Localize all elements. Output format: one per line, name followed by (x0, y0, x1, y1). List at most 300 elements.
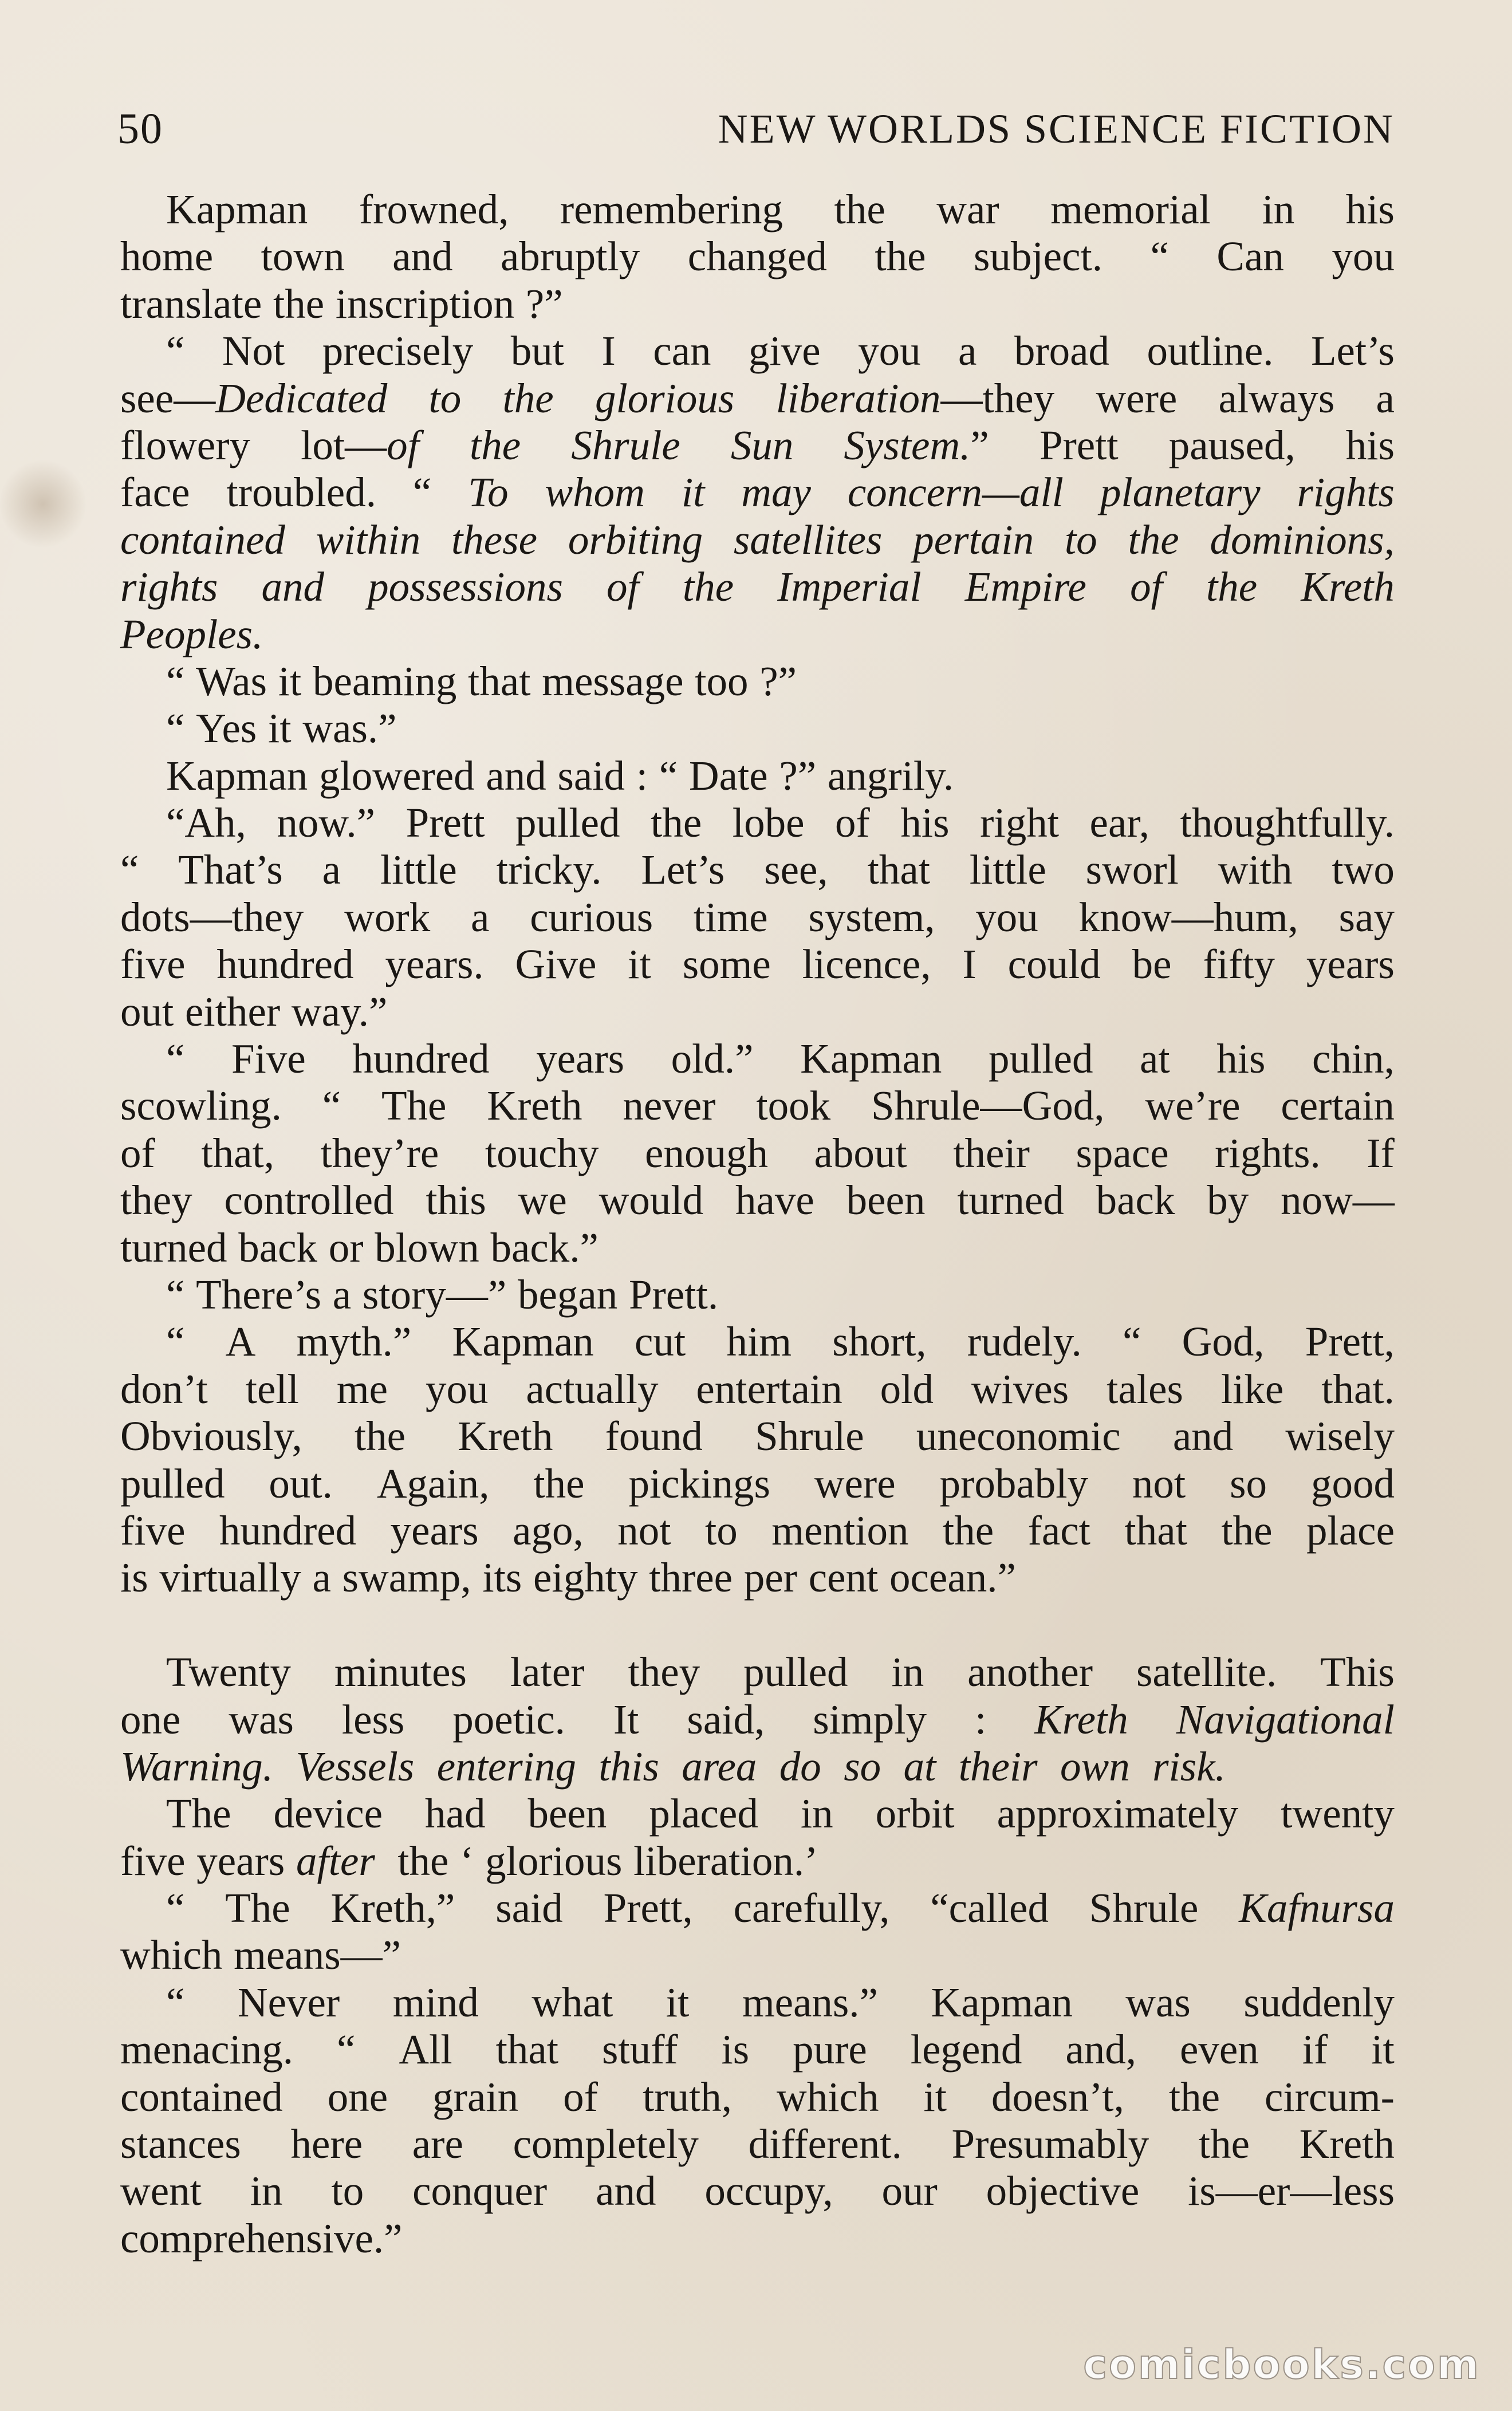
text-run: later (510, 1649, 585, 1696)
text-run: poetic. (452, 1696, 565, 1743)
text-run: the (1198, 2121, 1250, 2168)
text-run: see, (764, 846, 828, 893)
text-run: mind (392, 1979, 479, 2026)
word (331, 1885, 455, 1932)
text-run: would (598, 1177, 704, 1224)
italic-text: to (1064, 516, 1097, 563)
text-run: the (875, 233, 926, 280)
text-line (120, 1507, 1395, 1554)
word (628, 1460, 770, 1507)
word (301, 422, 419, 469)
text-run: not (617, 1507, 671, 1554)
italic-text: concern—all (847, 469, 1064, 516)
word (629, 1271, 718, 1318)
text-run: twenty (1281, 1790, 1395, 1837)
italic-text: Sun (730, 421, 794, 468)
text-line (120, 1318, 1395, 1365)
word (363, 1271, 506, 1318)
text-line (120, 1885, 1395, 1932)
word (120, 422, 250, 469)
text-line (120, 1366, 1395, 1413)
text-run: five (120, 1507, 186, 1554)
word (261, 233, 345, 280)
word (571, 422, 680, 469)
text-run: if (1302, 2026, 1328, 2073)
word (721, 2026, 749, 2073)
italic-text: the (1206, 564, 1258, 610)
text-run: The (166, 1790, 231, 1837)
word (530, 894, 653, 941)
word (1132, 941, 1172, 988)
word (777, 2074, 879, 2121)
text-run: a (312, 1554, 331, 1601)
page-number: 50 (117, 104, 163, 153)
word (682, 1743, 768, 1790)
word (666, 1979, 690, 2026)
text-run: stances (120, 2121, 241, 2168)
word (1086, 846, 1179, 893)
text-run: Prett (405, 799, 485, 846)
text-run: Was (196, 657, 267, 704)
word (958, 328, 976, 375)
italic-text: it (681, 469, 705, 516)
text-run: one (327, 2073, 388, 2120)
text-run: touchy (485, 1129, 599, 1176)
word (120, 2215, 403, 2262)
text-run: troubled. (226, 469, 376, 516)
text-run: contained (120, 2073, 283, 2120)
text-run: This (1320, 1649, 1395, 1696)
text-run: turned (957, 1177, 1064, 1224)
text-run: “ (166, 705, 185, 752)
text-run: curious (530, 893, 653, 940)
text-run: place (1306, 1507, 1395, 1554)
italic-text: To (468, 469, 509, 516)
text-run: Kreth,” (330, 1885, 455, 1932)
word (120, 846, 139, 893)
text-run: his (900, 799, 950, 846)
word (490, 1224, 598, 1271)
text-run: sworl (1085, 846, 1179, 893)
text-run: two (1332, 846, 1395, 893)
text-run: Prett (1039, 421, 1119, 468)
text-run: certain (1281, 1082, 1395, 1129)
text-line (120, 2215, 1395, 2262)
text-line (120, 753, 1395, 799)
text-run: in (1262, 186, 1295, 233)
text-run: had (425, 1790, 486, 1837)
word (645, 1130, 768, 1177)
word (1089, 1885, 1199, 1932)
text-run: town (261, 233, 345, 280)
word (316, 517, 421, 564)
word (1216, 1035, 1265, 1082)
text-run: a (332, 1271, 352, 1318)
text-run: a (958, 328, 977, 375)
text-run: “ (166, 1979, 185, 2026)
text-run: Yes (196, 705, 257, 752)
text-run: turned (120, 1224, 227, 1271)
text-run: outline. (1147, 328, 1274, 375)
word (671, 1035, 754, 1082)
word (166, 1790, 231, 1837)
italic-text: rights (1297, 469, 1395, 516)
text-run: so (1230, 1460, 1267, 1507)
word (216, 941, 353, 988)
italic-text: area (682, 1743, 757, 1790)
text-run: God, (1182, 1318, 1265, 1365)
text-run: Shrule—God, (871, 1082, 1105, 1129)
text-run: out (120, 988, 174, 1035)
text-run: pulled (743, 1649, 848, 1696)
text-line (120, 1413, 1395, 1460)
word (1028, 1507, 1090, 1554)
text-run: comprehensive.” (120, 2215, 403, 2262)
text-run: Give (515, 941, 597, 988)
text-run: pulled (988, 1035, 1093, 1082)
italic-text: and (261, 564, 325, 610)
word (196, 1838, 285, 1885)
text-line (120, 894, 1395, 941)
text-run: hundred (219, 1507, 357, 1554)
word (166, 1885, 184, 1932)
text-run: home (120, 233, 214, 280)
text-run: went (120, 2168, 202, 2215)
text-run: you (425, 1365, 489, 1412)
word (1065, 2026, 1136, 2073)
word (166, 705, 184, 752)
word (451, 517, 537, 564)
text-run: at (1140, 1035, 1170, 1082)
word (226, 1318, 256, 1365)
word (1297, 469, 1395, 516)
word (497, 846, 602, 893)
italic-text: own (1060, 1743, 1130, 1790)
text-line (120, 941, 1395, 988)
word (120, 1838, 186, 1885)
word (1203, 941, 1275, 988)
text-run: Prett, (1305, 1318, 1395, 1365)
word (986, 2168, 1140, 2215)
word (1305, 1318, 1395, 1365)
word (1096, 375, 1177, 422)
italic-text: may (741, 469, 811, 516)
text-run: ear, (1089, 799, 1149, 846)
text-run: not (1132, 1460, 1186, 1507)
text-line (120, 2168, 1395, 2215)
word (734, 1885, 890, 1932)
word (749, 328, 821, 375)
text-run: another (967, 1649, 1093, 1696)
word (1230, 1460, 1267, 1507)
text-run: even (1179, 2026, 1259, 2073)
word (741, 469, 811, 516)
text-run: conquer (412, 2168, 548, 2215)
text-run: and (486, 752, 546, 799)
text-run: hundred (216, 941, 354, 988)
word (120, 1507, 186, 1554)
text-run: was.” (302, 705, 397, 752)
word (120, 1460, 225, 1507)
text-run: five (120, 941, 186, 988)
text-run: I (601, 328, 616, 375)
text-run: his (1345, 421, 1395, 468)
word (518, 1177, 567, 1224)
text-run: scowling. (120, 1082, 282, 1129)
word (1219, 375, 1335, 422)
text-run: message (542, 657, 684, 704)
text-run: less (341, 1696, 405, 1743)
text-run: glowered (319, 752, 475, 799)
word (120, 233, 213, 280)
text-run: different. (748, 2121, 902, 2168)
word (352, 1035, 489, 1082)
word (997, 1790, 1239, 1837)
body-text (120, 186, 1395, 2262)
text-run: “ (166, 1885, 185, 1932)
text-line (120, 1130, 1395, 1177)
text-run: the (273, 280, 325, 327)
word (970, 846, 1046, 893)
text-line (120, 281, 1395, 328)
text-run: That’s (178, 846, 283, 893)
word (329, 1224, 364, 1271)
text-run: back (238, 1224, 318, 1271)
italic-text: at (903, 1743, 936, 1790)
word (120, 1743, 285, 1790)
text-run: story—” (362, 1271, 507, 1318)
word (1188, 2168, 1395, 2215)
text-run: it (923, 2073, 947, 2120)
text-run: said, (687, 1696, 765, 1743)
text-run: pure (793, 2026, 867, 2073)
text-run: subject. (973, 233, 1103, 280)
word (1346, 186, 1395, 233)
text-run: If (1367, 1129, 1395, 1176)
word (533, 1460, 584, 1507)
word (1090, 799, 1149, 846)
text-run: chin, (1312, 1035, 1395, 1082)
page-stain (0, 458, 86, 550)
word (201, 1130, 274, 1177)
text-run: with (1218, 846, 1293, 893)
text-run: a (1376, 375, 1395, 421)
word (643, 2074, 732, 2121)
text-run: three (649, 1554, 733, 1601)
text-run: his (1345, 186, 1395, 233)
word (696, 1366, 842, 1413)
text-run: The (225, 1885, 290, 1932)
word (1008, 941, 1101, 988)
text-run: Kapman (800, 1035, 942, 1082)
text-run: Prett. (628, 1271, 719, 1318)
word (962, 941, 976, 988)
word (319, 753, 475, 799)
word (1306, 941, 1395, 988)
word (809, 1554, 879, 1601)
text-run: : (636, 752, 648, 799)
word (1215, 1130, 1321, 1177)
italic-text: after (296, 1837, 375, 1884)
word (166, 1979, 184, 2026)
text-run: years. (385, 941, 484, 988)
text-run: ‘ (460, 1837, 474, 1884)
text-run: that (468, 657, 531, 704)
italic-text: pertain (913, 516, 1034, 563)
word (269, 1460, 333, 1507)
word (487, 1082, 582, 1129)
text-run: Prett, (603, 1885, 693, 1932)
text-line (120, 1979, 1395, 2026)
italic-text: risk. (1152, 1743, 1226, 1790)
italic-text: satellites (733, 516, 883, 563)
text-run: “ (336, 2026, 356, 2073)
word (1150, 233, 1168, 280)
text-run: me (336, 1365, 388, 1412)
word (518, 1271, 617, 1318)
word (321, 1130, 439, 1177)
text-run: Presumably (951, 2121, 1149, 2168)
text-run: approximately (997, 1790, 1239, 1837)
text-line (120, 799, 1395, 846)
word (510, 1649, 585, 1696)
text-run: one (120, 1696, 181, 1743)
word (844, 1743, 892, 1790)
word (515, 799, 620, 846)
word (1376, 375, 1395, 422)
word (334, 1649, 467, 1696)
text-run: blown (375, 1224, 479, 1271)
word (628, 1649, 700, 1696)
word (219, 1507, 356, 1554)
text-run: suddenly (1243, 1979, 1395, 2026)
text-run: tell (245, 1365, 299, 1412)
word (980, 799, 1059, 846)
italic-text: their (958, 1743, 1038, 1790)
text-run: the (1221, 1507, 1273, 1554)
word (756, 1082, 830, 1129)
word (342, 1554, 471, 1601)
word (355, 1413, 405, 1460)
word (229, 1696, 294, 1743)
word (1311, 328, 1395, 375)
text-run: a (322, 846, 341, 893)
text-run: war (936, 186, 999, 233)
word (399, 2026, 452, 2073)
text-run: controlled (224, 1177, 394, 1224)
text-run: it (666, 1979, 690, 2026)
italic-text: Empire (964, 564, 1086, 610)
italic-text: liberation (775, 375, 941, 421)
word (742, 1979, 878, 2026)
word (882, 2168, 938, 2215)
text-run: Let’s (641, 846, 725, 893)
word (1182, 1318, 1265, 1365)
word (166, 328, 184, 375)
text-run: what (531, 1979, 613, 2026)
text-run: that, (201, 1129, 275, 1176)
word (1206, 564, 1257, 610)
word (166, 1035, 184, 1082)
text-run: they’re (320, 1129, 439, 1176)
watermark: comicbooks.com (1083, 2341, 1480, 2388)
text-run: truth, (642, 2073, 733, 2120)
italic-text: these (451, 516, 538, 563)
word (302, 705, 396, 752)
word (526, 1366, 658, 1413)
word (412, 2168, 547, 2215)
word (651, 799, 702, 846)
text-run: A (225, 1318, 256, 1365)
word (683, 564, 734, 610)
text-run: can (653, 328, 711, 375)
blank-line (120, 1602, 1395, 1649)
italic-text: contained (120, 516, 285, 563)
text-run: objective (986, 2168, 1140, 2215)
text-run: here (290, 2121, 363, 2168)
text-line (120, 988, 1395, 1035)
text-run: that. (1321, 1365, 1395, 1412)
word (1180, 2026, 1259, 2073)
word (278, 658, 302, 705)
word (802, 941, 931, 988)
text-run: flowery (120, 421, 251, 468)
word (563, 2074, 598, 2121)
word (1239, 1885, 1395, 1932)
running-title: NEW WORLDS SCIENCE FICTION (718, 105, 1395, 152)
word (412, 2121, 463, 2168)
text-run: always (1218, 375, 1335, 421)
word (1346, 422, 1395, 469)
text-run: —they (940, 375, 1055, 421)
text-run: simply (813, 1696, 927, 1743)
text-run: years (536, 1035, 625, 1082)
word (542, 658, 683, 705)
word (641, 846, 724, 893)
text-run: took (756, 1082, 831, 1129)
italic-text: of (387, 421, 419, 468)
text-run: ” (970, 421, 989, 468)
text-run: system, (808, 893, 935, 940)
word (1320, 1649, 1395, 1696)
text-run: broad (1014, 328, 1110, 375)
text-run: their (953, 1129, 1030, 1176)
word (975, 894, 1038, 941)
text-run: angrily. (827, 752, 954, 799)
word (120, 1932, 222, 1979)
word (120, 1224, 227, 1271)
word (166, 186, 308, 233)
italic-text: this (598, 1743, 659, 1790)
word (923, 2074, 947, 2121)
text-line (120, 846, 1395, 893)
word (120, 2026, 293, 2073)
text-run: rights. (1215, 1129, 1321, 1176)
word (1281, 1082, 1395, 1129)
word (273, 281, 324, 328)
word (496, 2026, 558, 2073)
text-line (120, 2074, 1395, 2121)
word (342, 1696, 405, 1743)
text-run: our (881, 2168, 938, 2215)
text-run: now.” (277, 799, 376, 846)
word (322, 1082, 341, 1129)
text-run: old.” (671, 1035, 754, 1082)
word (120, 1130, 155, 1177)
word (533, 1554, 637, 1601)
word (296, 1838, 387, 1885)
word (1216, 233, 1284, 280)
